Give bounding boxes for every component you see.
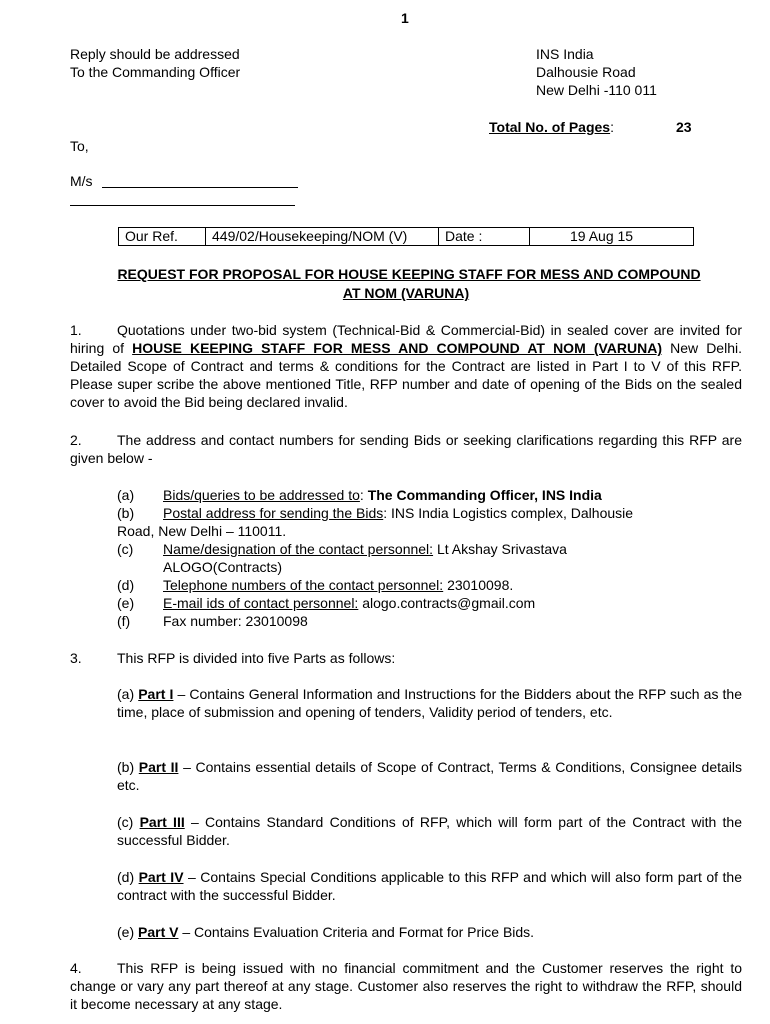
part-b-prefix: (b): [117, 759, 139, 775]
address-line-3: New Delhi -110 011: [536, 82, 657, 98]
item-b-text: [163, 504, 633, 522]
title-line-1: REQUEST FOR PROPOSAL FOR HOUSE KEEPING STAFF FOR MESS AND COMPOUND: [117, 266, 701, 282]
item-a-bold: The Commanding Officer, INS India: [367, 487, 602, 503]
item-c-continuation: ALOGO(Contracts): [163, 559, 283, 575]
total-pages-value: 23: [676, 119, 692, 135]
item-c-underlined: Name/designation of the contact personnel:: [163, 541, 434, 557]
para2-number: 2.: [70, 432, 82, 448]
item-c-text: [163, 540, 567, 558]
item-e-text: [163, 594, 535, 612]
para4-number: 4.: [70, 960, 82, 976]
item-c-label: (c): [117, 541, 134, 557]
para3-text: This RFP is divided into five Parts as follows:: [117, 650, 396, 666]
our-ref-label: Our Ref.: [119, 228, 206, 246]
to-label: To,: [70, 138, 89, 154]
reply-line-1: Reply should be addressed: [70, 46, 240, 62]
part-c-name: Part III: [139, 814, 185, 830]
para4-text: This RFP is being issued with no financial commitment and the Customer reserves the right to change or vary any part thereof at any stage. Customer also reserves the right to withdraw the RFP, should it become necessary at any stage.: [70, 960, 742, 1012]
para1-text: [70, 321, 742, 411]
para1-highlight: HOUSE KEEPING STAFF FOR MESS AND COMPOUND AT NOM (VARUNA): [132, 340, 662, 356]
para1-number: 1.: [70, 322, 82, 338]
part-e-prefix: (e): [117, 924, 138, 940]
item-d-text: [163, 576, 513, 594]
item-d-underlined: Telephone numbers of the contact personnel:: [163, 577, 444, 593]
item-b-rest: : INS India Logistics complex, Dalhousie: [383, 505, 634, 521]
item-e-rest: alogo.contracts@gmail.com: [358, 595, 536, 611]
item-e-label: (e): [117, 595, 135, 611]
part-d-text: – Contains Special Conditions applicable to this RFP and which will also form part of the contract with the successful Bidder.: [117, 869, 743, 903]
para2-text: The address and contact numbers for sending Bids or seeking clarifications regarding this RFP are given below -: [70, 432, 742, 466]
part-e-name: Part V: [138, 924, 179, 940]
item-a-label: (a): [117, 487, 135, 503]
item-d-rest: 23010098.: [443, 577, 514, 593]
item-e-underlined: E-mail ids of contact personnel:: [163, 595, 359, 611]
item-a-underlined: Bids/queries to be addressed to: [163, 487, 360, 503]
item-b-continuation: Road, New Delhi – 110011.: [117, 523, 287, 539]
page-number: 1: [401, 10, 409, 26]
para3-number: 3.: [70, 650, 82, 666]
part-a: [117, 685, 742, 721]
addressee-line-2: [70, 205, 295, 206]
total-pages-label: Total No. of Pages: [489, 119, 611, 135]
part-d-name: Part IV: [138, 869, 184, 885]
part-c: [117, 813, 742, 849]
part-d-prefix: (d): [117, 869, 139, 885]
part-c-text: – Contains Standard Conditions of RFP, which will form part of the Contract with the successful Bidder.: [117, 814, 742, 848]
part-b: [117, 758, 742, 794]
total-pages-colon: :: [610, 119, 614, 135]
item-b-underlined: Postal address for sending the Bids: [163, 505, 384, 521]
item-b-label: (b): [117, 505, 135, 521]
reference-table: [118, 227, 694, 246]
item-c-rest: Lt Akshay Srivastava: [433, 541, 567, 557]
part-a-prefix: (a): [117, 686, 139, 702]
part-a-text: – Contains General Information and Instructions for the Bidders about the RFP such as the time, place of submission and opening of tenders, Validity period of tenders, etc.: [117, 686, 743, 720]
our-ref-value: 449/02/Housekeeping/NOM (V): [206, 228, 439, 246]
item-a-rest: :: [359, 487, 368, 503]
reply-line-2: To the Commanding Officer: [70, 64, 241, 80]
item-d-label: (d): [117, 577, 135, 593]
part-e: [117, 923, 534, 941]
address-line-2: Dalhousie Road: [536, 64, 636, 80]
part-c-prefix: (c): [117, 814, 140, 830]
part-b-text: – Contains essential details of Scope of Contract, Terms & Conditions, Consignee details etc.: [117, 759, 743, 793]
date-value: 19 Aug 15: [530, 228, 694, 246]
item-a-text: [163, 486, 602, 504]
ms-label: M/s: [70, 173, 93, 189]
para1-text-b: New Delhi. Detailed Scope of Contract and terms & conditions for the Contract are listed in Part I to V of this RFP. Please super scribe the above mentioned Title, RFP number and date of opening of the Bids on the sealed cover to avoid the Bid being declared invalid.: [70, 340, 742, 410]
date-label: Date :: [439, 228, 530, 246]
item-f-label: (f): [117, 613, 131, 629]
part-d: [117, 868, 742, 904]
total-pages: [489, 118, 614, 136]
address-line-1: INS India: [536, 46, 594, 62]
part-b-name: Part II: [138, 759, 179, 775]
part-e-text: – Contains Evaluation Criteria and Format for Price Bids.: [178, 924, 535, 940]
item-f-text: Fax number: 23010098: [163, 613, 308, 629]
title-line-2: AT NOM (VARUNA): [342, 285, 470, 301]
addressee-line-1: [102, 187, 298, 188]
part-a-name: Part I: [138, 686, 174, 702]
para1-text-a: Quotations under two-bid system (Technical-Bid & Commercial-Bid) in sealed cover are invited for hiring of: [70, 322, 742, 356]
